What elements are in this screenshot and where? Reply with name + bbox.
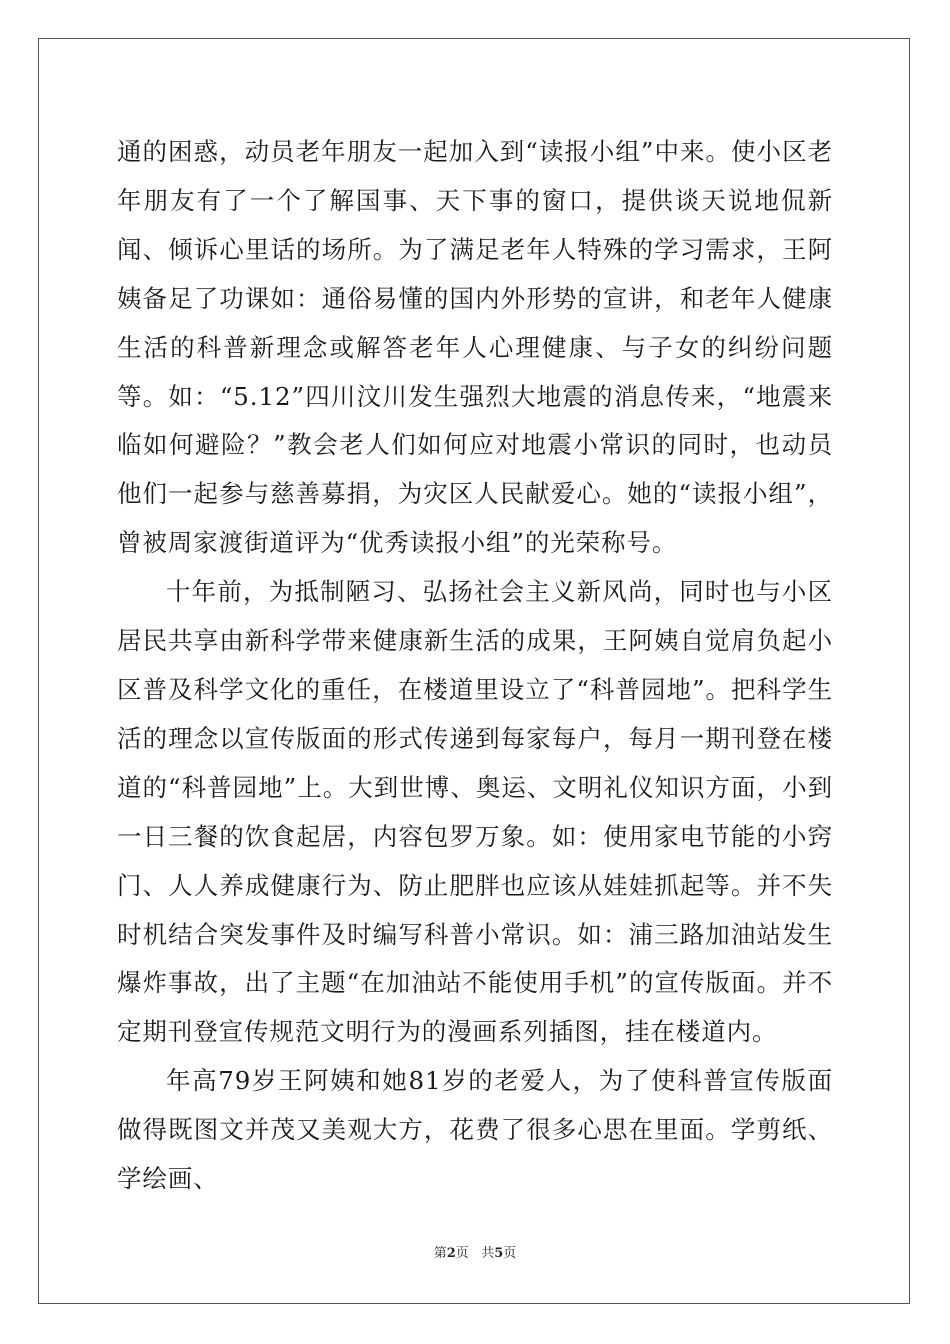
- page-prefix: 第: [433, 1246, 447, 1261]
- document-body: [117, 128, 833, 1204]
- paragraph-3: 年高79岁王阿姨和她81岁的老爱人，为了使科普宣传版面做得既图文并茂又美观大方，花费了很多心思在里面。学剪纸、学绘画、: [117, 1066, 833, 1194]
- paragraph-2: 十年前，为抵制陋习、弘扬社会主义新风尚，同时也与小区居民共享由新科学带来健康新生活的成果，王阿姨自觉肩负起小区普及科学文化的重任，在楼道里设立了“科普园地”。把科学生活的理念以宣传版面的形式传递到每家每户，每月一期刊登在楼道的“科普园地”上。大到世博、奥运、文明礼仪知识方面，小到一日三餐的饮食起居，内容包罗万象。如：使用家电节能的小窍门、人人养成健康行为、防止肥胖也应该从娃娃抓起等。并不失时机结合突发事件及时编写科普小常识。如：浦三路加油站发生爆炸事故，出了主题“在加油站不能使用手机”的宣传版面。并不定期刊登宣传规范文明行为的漫画系列插图，挂在楼道内。: [117, 577, 833, 1047]
- page-suffix: 页: [455, 1246, 469, 1261]
- page-footer: [0, 1244, 950, 1264]
- total-prefix: 共: [481, 1246, 495, 1261]
- current-page-number: 2: [446, 1246, 456, 1261]
- total-pages-number: 5: [494, 1246, 504, 1261]
- total-suffix: 页: [503, 1246, 517, 1261]
- paragraph-1: 通的困惑，动员老年朋友一起加入到“读报小组”中来。使小区老年朋友有了一个了解国事、天下事的窗口，提供谈天说地侃新闻、倾诉心里话的场所。为了满足老年人特殊的学习需求，王阿姨备足了功课如：通俗易懂的国内外形势的宣讲，和老年人健康生活的科普新理念或解答老年人心理健康、与子女的纠纷问题等。如：“5.12”四川汶川发生强烈大地震的消息传来，“地震来临如何避险？”教会老人们如何应对地震小常识的同时，也动员他们一起参与慈善募捐，为灾区人民献爱心。她的“读报小组”，曾被周家渡街道评为“优秀读报小组”的光荣称号。: [117, 137, 833, 558]
